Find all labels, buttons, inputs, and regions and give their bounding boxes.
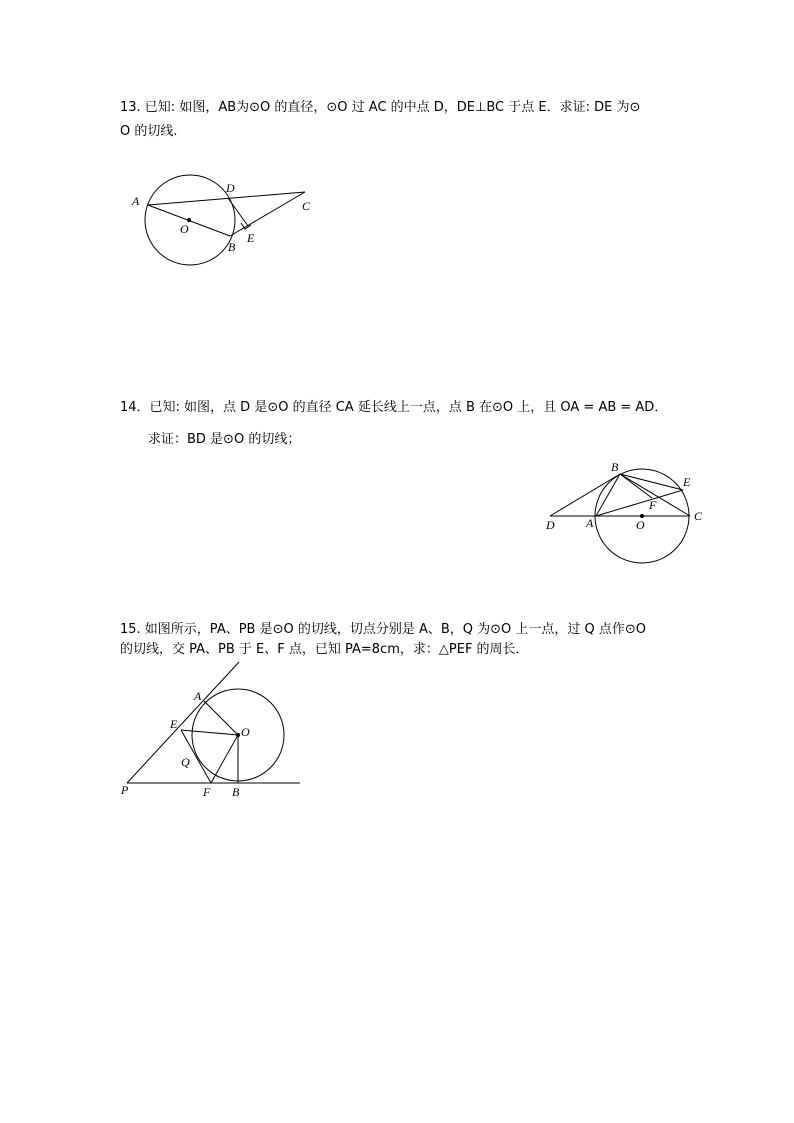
segment-db [550,474,620,516]
problem-15-text-line1: 15. 如图所示，PA、PB 是⊙O 的切线，切点分别是 A、B，Q 为⊙O 上一点，过 Q 点作⊙O [120,622,647,637]
label-o: O [180,222,189,236]
label-a: A [132,194,140,208]
label-q: Q [181,755,190,769]
label-o: O [636,518,645,532]
label-b: B [232,785,240,799]
label-e: E [170,717,178,731]
problem-14-text-line1: 14．已知: 如图，点 D 是⊙O 的直径 CA 延长线上一点，点 B 在⊙O 上，且 OA = AB = AD． [120,400,668,415]
segment-ao [204,701,238,735]
label-c: C [302,199,311,213]
problem-14-text-line2: 求证：BD 是⊙O 的切线； [148,432,301,447]
label-c: C [694,509,703,523]
label-a: A [586,516,594,530]
label-o: O [241,725,250,739]
label-a: A [194,689,202,703]
segment-de [228,198,248,226]
segment-bc [230,192,305,236]
segment-eo [181,730,238,735]
problem-15-figure [115,660,310,800]
problem-13-text-line2: O 的切线. [120,124,178,139]
label-e: E [247,231,255,245]
label-f: F [649,498,657,512]
label-d: D [546,518,555,532]
problem-15-text-line2: 的切线，交 PA、PB 于 E、F 点，已知 PA=8cm，求：△PEF 的周长． [120,642,529,657]
label-b: B [228,240,236,254]
label-e: E [683,475,691,489]
segment-fo [211,735,238,783]
label-p: P [121,783,129,797]
label-b: B [611,460,619,474]
segment-be [620,474,683,490]
problem-13-figure [120,170,330,280]
problem-14-figure [540,458,715,568]
center-dot [236,733,240,737]
problem-13-text-line1: 13. 已知: 如图，AB为⊙O 的直径，⊙O 过 AC 的中点 D，DE⊥BC 于点 E．求证: DE 为⊙ [120,100,641,115]
label-d: D [226,181,235,195]
label-f: F [203,785,211,799]
